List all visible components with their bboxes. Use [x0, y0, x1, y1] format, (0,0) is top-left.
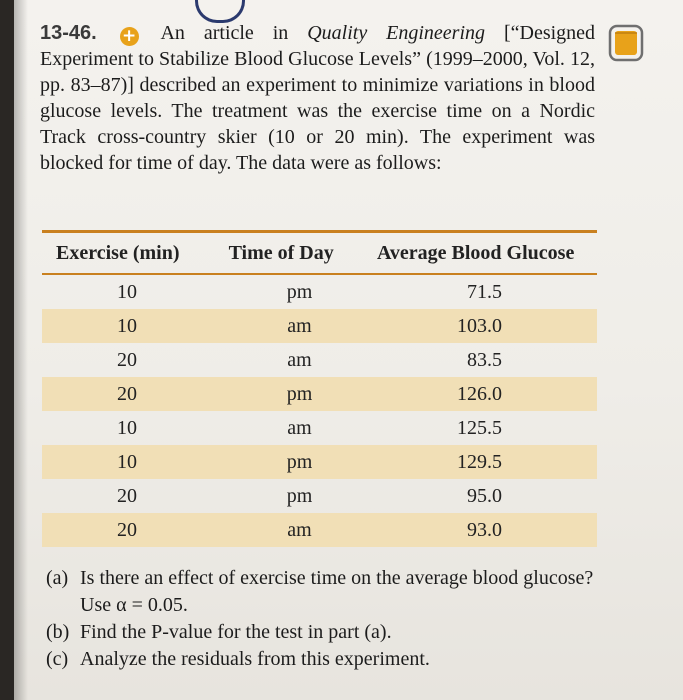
table-row [42, 411, 597, 445]
table-header [42, 233, 597, 275]
cell-exercise: 20 [117, 518, 137, 541]
cell-exercise: 10 [117, 280, 137, 303]
cell-time-of-day: am [287, 416, 312, 439]
page-shadow [14, 0, 28, 700]
cell-time-of-day: pm [286, 280, 313, 303]
table-row [42, 513, 597, 547]
problem-text-body: [“Designed Experiment to Stabilize Blood Glucose Levels” (1999–2000, Vol. 12, pp. 83–87)] described an experiment to minimize variations in blood glucose levels. The treatment was the exercise time on a Nordic Track cross-country skier (10 or 20 min). The experiment was blocked for time of day. The data were as follows: [40, 22, 596, 174]
question-b-text: Find the P-value for the test in part (a). [80, 621, 392, 643]
cell-average-blood-glucose: 83.5 [467, 348, 502, 371]
table-row [42, 343, 597, 377]
cell-average-blood-glucose: 125.5 [457, 416, 502, 439]
cell-time-of-day: am [287, 348, 312, 371]
table-row [42, 309, 597, 343]
question-a-text: Is there an effect of exercise time on the average blood glucose? Use α = 0.05. [80, 567, 594, 616]
problem-text-intro: An article in [160, 22, 289, 44]
table-body [42, 275, 597, 547]
cell-average-blood-glucose: 126.0 [457, 382, 502, 405]
problem-statement [40, 20, 595, 176]
question-b [46, 619, 606, 646]
cell-exercise: 10 [117, 416, 137, 439]
cell-time-of-day: pm [286, 484, 313, 507]
question-list [46, 565, 606, 673]
question-c-text: Analyze the residuals from this experiment. [80, 648, 430, 670]
table-row [42, 479, 597, 513]
cell-average-blood-glucose: 103.0 [457, 314, 502, 337]
cell-exercise: 10 [117, 450, 137, 473]
table-row [42, 377, 597, 411]
cell-average-blood-glucose: 95.0 [467, 484, 502, 507]
cell-time-of-day: am [287, 314, 312, 337]
table-row [42, 445, 597, 479]
header-average-blood-glucose: Average Blood Glucose [376, 241, 575, 264]
plus-circle-icon[interactable]: + [120, 27, 139, 46]
header-time-of-day: Time of Day [228, 241, 334, 264]
cell-average-blood-glucose: 93.0 [467, 518, 502, 541]
cell-average-blood-glucose: 71.5 [467, 280, 502, 303]
cell-average-blood-glucose: 129.5 [457, 450, 502, 473]
cell-exercise: 20 [117, 484, 137, 507]
question-c [46, 646, 606, 673]
book-icon[interactable] [608, 24, 644, 62]
header-exercise: Exercise (min) [56, 241, 180, 264]
journal-title: Quality Engineering [307, 22, 486, 44]
question-a [46, 565, 606, 619]
question-a-tag: (a) [46, 567, 69, 589]
question-c-tag: (c) [46, 648, 69, 670]
cell-exercise: 20 [117, 348, 137, 371]
cell-time-of-day: pm [286, 382, 313, 405]
table-row [42, 275, 597, 309]
problem-number: 13-46. [40, 22, 97, 44]
cell-exercise: 20 [117, 382, 137, 405]
cell-time-of-day: am [287, 518, 312, 541]
question-b-tag: (b) [46, 621, 70, 643]
cell-time-of-day: pm [286, 450, 313, 473]
data-table [42, 230, 597, 547]
cell-exercise: 10 [117, 314, 137, 337]
